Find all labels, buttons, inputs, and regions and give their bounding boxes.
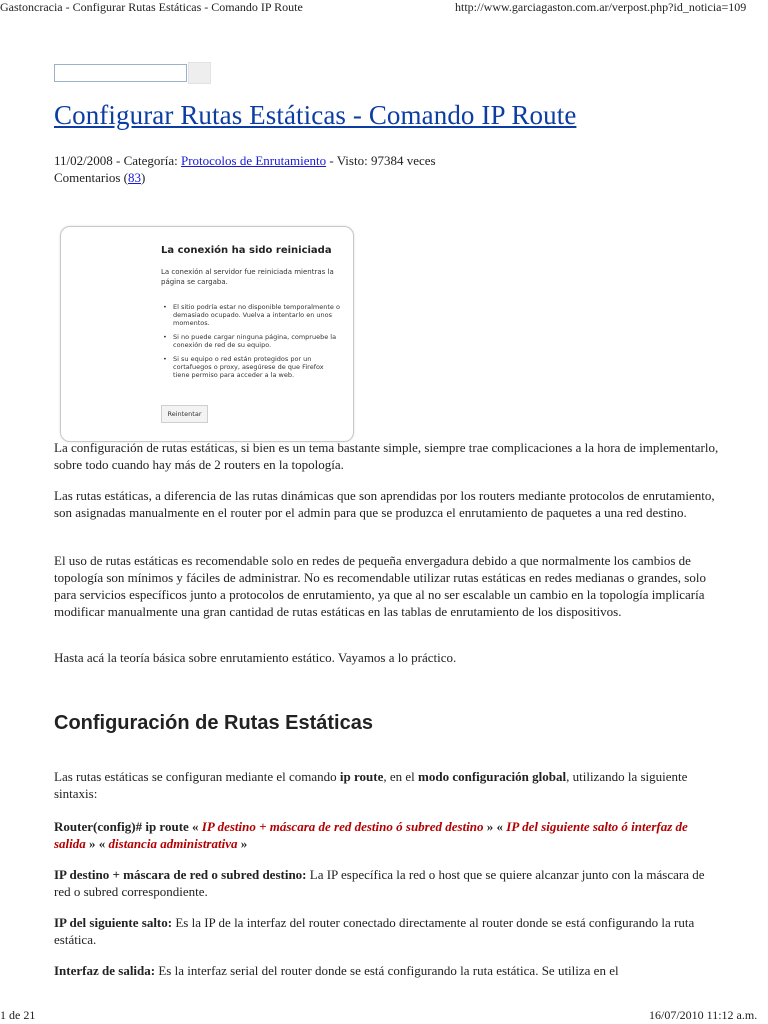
print-footer-page: 1 de 21 [0,1008,36,1022]
text-run: , utilizando la siguiente sintaxis: [54,769,688,801]
error-description: La conexión al servidor fue reiniciada mientras la página se cargaba. [161,268,334,286]
definition-text: Es la IP de la interfaz del router conectado directamente al router donde se está configurando la ruta estática. [54,915,695,947]
paragraph-transition: Hasta acá la teoría básica sobre enrutamiento estático. Vayamos a lo práctico. [54,650,457,665]
section-heading: Configuración de Rutas Estáticas [54,712,373,734]
definition-term: IP destino + máscara de red o subred destino: [54,867,307,882]
definition-term: Interfaz de salida: [54,963,156,978]
paragraph-definition: Las rutas estáticas, a diferencia de las rutas dinámicas que son aprendidas por los routers mediante protocolos de enrutamiento, son asignadas manualmente en el router por el admin para que se produzca el enrutamiento de paquetes a una red destino. [54,488,715,520]
connection-reset-error-panel [60,226,354,442]
definition-text: Es la interfaz serial del router donde se está configurando la ruta estática. Se utiliza en el [155,963,619,978]
definition-text: La IP específica la red o host que se quiere alcanzar junto con la máscara de red o subred correspondiente. [54,867,705,899]
error-suggestion-item: • El sitio podría estar no disponible temporalmente o demasiado ocupado. Vuelva a intentarlo en unos momentos. [161,303,341,327]
definition-term: IP del siguiente salto: [54,915,173,930]
print-header-title: Gastoncracia - Configurar Rutas Estáticas - Comando IP Route [0,0,303,14]
article-date: 11/02/2008 - Categoría: [54,153,181,168]
definition-interfaz-salida [54,962,719,979]
error-suggestion-item: • Si no puede cargar ninguna página, compruebe la conexión de red de su equipo. [161,333,341,349]
category-link[interactable]: Protocolos de Enrutamiento [180,153,327,168]
print-header-url: http://www.garciagaston.com.ar/verpost.php?id_noticia=109 [455,0,747,14]
visit-count: - Visto: 97384 veces [326,153,436,168]
error-suggestion-item: • Si su equipo o red están protegidos por un cortafuegos o proxy, asegúrese de que Firefox tiene permiso para acceder a la web. [161,355,341,379]
definition-siguiente-salto [54,914,719,948]
paragraph-usage: El uso de rutas estáticas es recomendable solo en redes de pequeña envergadura debido a que normalmente los cambios de topología son mínimos y fáciles de administrar. No es recomendable utilizar rutas estáticas en redes medianas o grandes, solo para servicios específicos junto a protocolos de enrutamiento, ya que al no ser escalable un cambio en la topología implicaría modificar manualmente una gran cantidad de rutas estáticas en las tablas de enrutamiento de los dispositivos. [54,553,706,619]
search-button[interactable] [188,62,211,84]
syntax-param: distancia administrativa [108,836,238,851]
error-title: La conexión ha sido reiniciada [161,245,332,256]
text-run-bold: ip route [339,769,384,784]
syntax-run: » [237,836,248,851]
definition-ip-destino [54,866,719,900]
syntax-run: Router(config)# ip route « [54,819,202,834]
error-suggestions [161,303,341,385]
syntax-run: » « [483,819,507,834]
paragraph-intro: La configuración de rutas estáticas, si bien es un tema bastante simple, siempre trae complicaciones a la hora de implementarlo, sobre todo cuando hay más de 2 routers en la topología. [54,440,719,472]
text-run-bold: modo configuración global [418,769,567,784]
search-input[interactable] [54,64,187,82]
text-run: Las rutas estáticas se configuran mediante el comando [54,769,340,784]
command-syntax [54,818,719,852]
comments-label: Comentarios ( [54,170,129,185]
print-footer-timestamp: 16/07/2010 11:12 a.m. [649,1008,758,1022]
retry-button[interactable]: Reintentar [161,405,208,423]
paragraph-syntax-intro [54,768,719,802]
syntax-param: IP destino + máscara de red destino ó subred destino [201,819,484,834]
comments-close: ) [141,170,146,185]
text-run: , en el [383,769,419,784]
comments-count-link[interactable]: 83 [128,170,142,185]
article-meta [54,152,436,186]
syntax-run: » « [85,836,109,851]
syntax-param: IP del siguiente salto ó interfaz de salida [54,819,688,851]
article-title-link[interactable]: Configurar Rutas Estáticas - Comando IP Route [54,100,577,130]
